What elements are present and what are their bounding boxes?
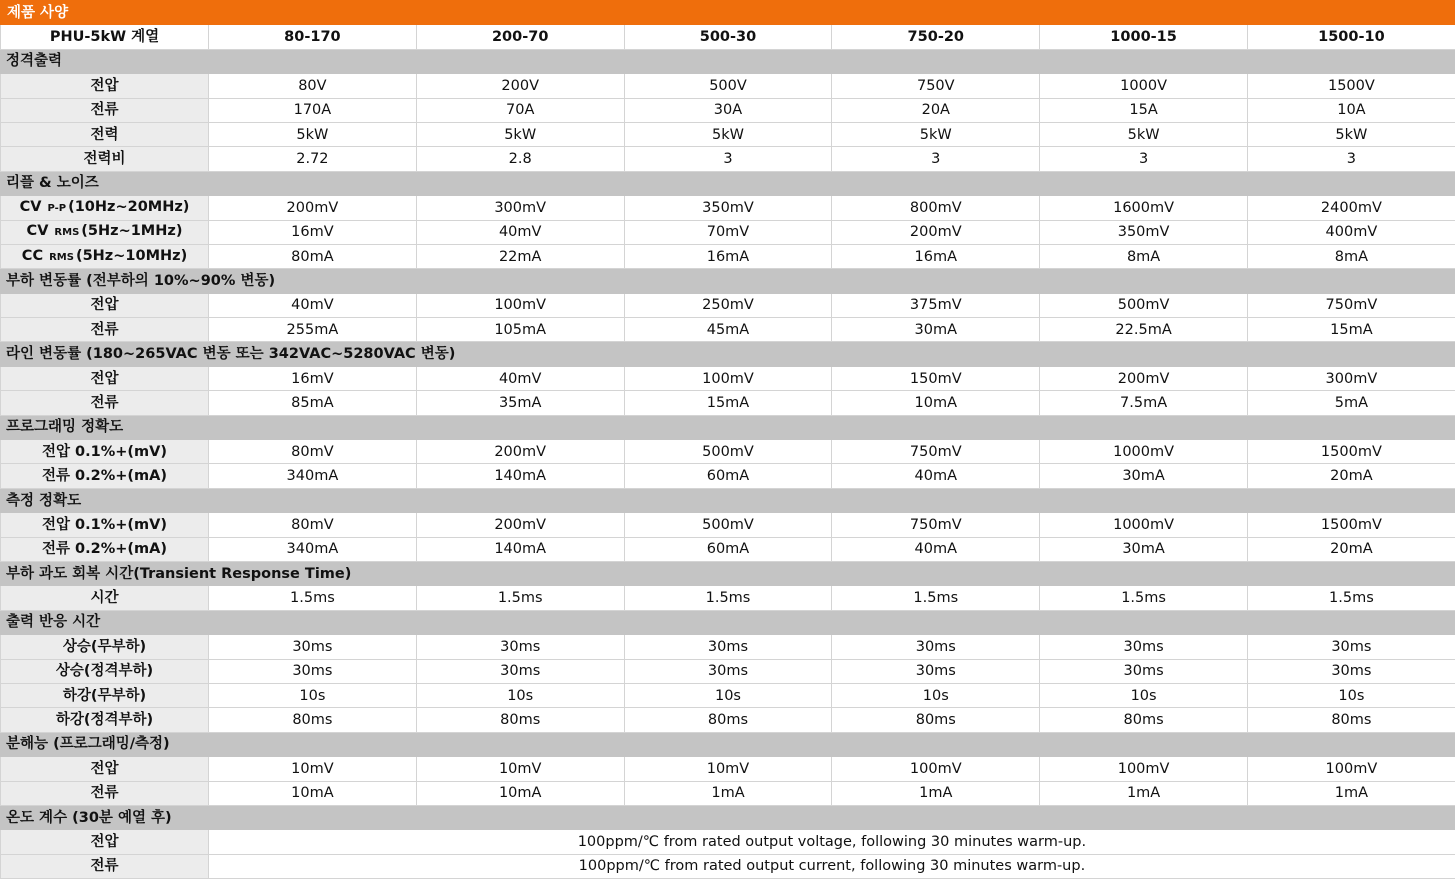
value-cell: 60mA xyxy=(624,537,832,561)
value-cell: 30ms xyxy=(416,635,624,659)
section-title: 프로그래밍 정확도 xyxy=(1,415,1455,439)
header-row xyxy=(1,25,1455,49)
value-cell: 40mA xyxy=(832,537,1040,561)
value-cell: 1.5ms xyxy=(1247,586,1455,610)
section-title: 측정 정확도 xyxy=(1,488,1455,512)
value-cell: 80V xyxy=(209,74,417,98)
row-label: 전압 0.1%+(mV) xyxy=(1,440,209,464)
value-cell: 200V xyxy=(416,74,624,98)
row-label: 상승(무부하) xyxy=(1,635,209,659)
row-label: 전류 xyxy=(1,98,209,122)
row-label: 전류 xyxy=(1,391,209,415)
section-title: 부하 변동률 (전부하의 10%~90% 변동) xyxy=(1,269,1455,293)
value-cell: 750V xyxy=(832,74,1040,98)
table-row xyxy=(1,513,1455,537)
value-cell: 10mV xyxy=(209,757,417,781)
row-label: 상승(정격부하) xyxy=(1,659,209,683)
value-cell: 1mA xyxy=(832,781,1040,805)
model-header: 750-20 xyxy=(832,25,1040,49)
table-row xyxy=(1,366,1455,390)
value-cell: 5kW xyxy=(416,122,624,146)
section-header-row xyxy=(1,342,1455,366)
value-cell: 10mA xyxy=(416,781,624,805)
value-cell: 16mV xyxy=(209,366,417,390)
value-cell: 1mA xyxy=(624,781,832,805)
row-label-subscript: RMS xyxy=(49,251,74,263)
value-cell: 40mA xyxy=(832,464,1040,488)
table-row xyxy=(1,98,1455,122)
value-cell: 15mA xyxy=(1247,318,1455,342)
value-cell: 80ms xyxy=(209,708,417,732)
value-cell: 1mA xyxy=(1247,781,1455,805)
section-header-row xyxy=(1,415,1455,439)
value-cell: 10s xyxy=(624,683,832,707)
value-cell: 15mA xyxy=(624,391,832,415)
table-row xyxy=(1,659,1455,683)
row-label xyxy=(1,220,209,244)
value-cell: 3 xyxy=(624,147,832,171)
value-cell: 30ms xyxy=(624,635,832,659)
row-label-subscript: P-P xyxy=(47,202,67,214)
section-header-row xyxy=(1,805,1455,829)
row-label: 전류 xyxy=(1,854,209,878)
table-row xyxy=(1,781,1455,805)
value-cell: 200mV xyxy=(209,196,417,220)
value-cell: 22mA xyxy=(416,244,624,268)
value-cell: 2.8 xyxy=(416,147,624,171)
spanning-value-cell: 100ppm/℃ from rated output voltage, following 30 minutes warm-up. xyxy=(209,830,1455,854)
value-cell: 1.5ms xyxy=(209,586,417,610)
value-cell: 170A xyxy=(209,98,417,122)
value-cell: 10mV xyxy=(624,757,832,781)
value-cell: 60mA xyxy=(624,464,832,488)
value-cell: 5kW xyxy=(1247,122,1455,146)
section-header-row xyxy=(1,561,1455,585)
table-row xyxy=(1,122,1455,146)
row-label: 전압 xyxy=(1,830,209,854)
value-cell: 16mV xyxy=(209,220,417,244)
value-cell: 5kW xyxy=(1040,122,1248,146)
value-cell: 80ms xyxy=(1040,708,1248,732)
table-row xyxy=(1,196,1455,220)
value-cell: 10A xyxy=(1247,98,1455,122)
value-cell: 30ms xyxy=(209,635,417,659)
spanning-value-cell: 100ppm/℃ from rated output current, following 30 minutes warm-up. xyxy=(209,854,1455,878)
table-row xyxy=(1,220,1455,244)
section-header-row xyxy=(1,610,1455,634)
row-label: 전압 xyxy=(1,366,209,390)
value-cell: 10s xyxy=(416,683,624,707)
value-cell: 105mA xyxy=(416,318,624,342)
row-label: 하강(무부하) xyxy=(1,683,209,707)
value-cell: 500mV xyxy=(624,513,832,537)
value-cell: 1500V xyxy=(1247,74,1455,98)
row-label: 전압 xyxy=(1,757,209,781)
model-header: 1000-15 xyxy=(1040,25,1248,49)
value-cell: 200mV xyxy=(1040,366,1248,390)
value-cell: 30mA xyxy=(832,318,1040,342)
row-label: 전압 0.1%+(mV) xyxy=(1,513,209,537)
value-cell: 30mA xyxy=(1040,537,1248,561)
value-cell: 16mA xyxy=(832,244,1040,268)
table-row xyxy=(1,830,1455,854)
value-cell: 140mA xyxy=(416,464,624,488)
value-cell: 16mA xyxy=(624,244,832,268)
series-label: PHU-5kW 계열 xyxy=(1,25,209,49)
section-title: 분해능 (프로그래밍/측정) xyxy=(1,732,1455,756)
table-row xyxy=(1,74,1455,98)
title-row xyxy=(1,1,1455,25)
row-label-range: (5Hz~1MHz) xyxy=(81,223,183,240)
value-cell: 3 xyxy=(832,147,1040,171)
value-cell: 1.5ms xyxy=(416,586,624,610)
value-cell: 1500mV xyxy=(1247,513,1455,537)
row-label: 전류 xyxy=(1,781,209,805)
row-label: 전류 0.2%+(mA) xyxy=(1,464,209,488)
value-cell: 3 xyxy=(1247,147,1455,171)
value-cell: 400mV xyxy=(1247,220,1455,244)
value-cell: 100mV xyxy=(832,757,1040,781)
value-cell: 8mA xyxy=(1040,244,1248,268)
value-cell: 30ms xyxy=(1247,635,1455,659)
value-cell: 1000mV xyxy=(1040,440,1248,464)
value-cell: 7.5mA xyxy=(1040,391,1248,415)
row-label-main: CV xyxy=(19,198,42,215)
section-header-row xyxy=(1,171,1455,195)
value-cell: 340mA xyxy=(209,464,417,488)
value-cell: 35mA xyxy=(416,391,624,415)
row-label: 전류 xyxy=(1,318,209,342)
row-label xyxy=(1,244,209,268)
table-row xyxy=(1,683,1455,707)
value-cell: 10mA xyxy=(832,391,1040,415)
value-cell: 5kW xyxy=(209,122,417,146)
table-row xyxy=(1,440,1455,464)
row-label-range: (10Hz~20MHz) xyxy=(68,198,190,215)
value-cell: 1600mV xyxy=(1040,196,1248,220)
value-cell: 500mV xyxy=(624,440,832,464)
value-cell: 10s xyxy=(209,683,417,707)
value-cell: 340mA xyxy=(209,537,417,561)
value-cell: 85mA xyxy=(209,391,417,415)
value-cell: 80ms xyxy=(832,708,1040,732)
value-cell: 40mV xyxy=(416,220,624,244)
value-cell: 2400mV xyxy=(1247,196,1455,220)
value-cell: 30ms xyxy=(416,659,624,683)
model-header: 200-70 xyxy=(416,25,624,49)
value-cell: 30ms xyxy=(1247,659,1455,683)
value-cell: 80mA xyxy=(209,244,417,268)
value-cell: 45mA xyxy=(624,318,832,342)
value-cell: 5kW xyxy=(624,122,832,146)
table-row xyxy=(1,537,1455,561)
row-label-main: CC xyxy=(21,247,44,264)
value-cell: 10s xyxy=(1247,683,1455,707)
table-row xyxy=(1,391,1455,415)
value-cell: 30ms xyxy=(209,659,417,683)
row-label: 전력 xyxy=(1,122,209,146)
section-title: 부하 과도 회복 시간(Transient Response Time) xyxy=(1,561,1455,585)
value-cell: 30ms xyxy=(624,659,832,683)
value-cell: 200mV xyxy=(416,513,624,537)
value-cell: 10s xyxy=(1040,683,1248,707)
row-label: 전압 xyxy=(1,293,209,317)
value-cell: 800mV xyxy=(832,196,1040,220)
value-cell: 15A xyxy=(1040,98,1248,122)
value-cell: 1mA xyxy=(1040,781,1248,805)
value-cell: 750mV xyxy=(832,513,1040,537)
table-row xyxy=(1,635,1455,659)
value-cell: 1.5ms xyxy=(1040,586,1248,610)
table-row xyxy=(1,318,1455,342)
row-label xyxy=(1,196,209,220)
row-label: 하강(정격부하) xyxy=(1,708,209,732)
value-cell: 100mV xyxy=(416,293,624,317)
value-cell: 200mV xyxy=(416,440,624,464)
row-label: 전력비 xyxy=(1,147,209,171)
value-cell: 100mV xyxy=(1040,757,1248,781)
row-label: 전압 xyxy=(1,74,209,98)
value-cell: 100mV xyxy=(624,366,832,390)
value-cell: 30A xyxy=(624,98,832,122)
value-cell: 30ms xyxy=(1040,635,1248,659)
row-label-range: (5Hz~10MHz) xyxy=(75,247,188,264)
table-row xyxy=(1,147,1455,171)
value-cell: 300mV xyxy=(1247,366,1455,390)
value-cell: 500mV xyxy=(1040,293,1248,317)
value-cell: 22.5mA xyxy=(1040,318,1248,342)
table-row xyxy=(1,854,1455,878)
value-cell: 8mA xyxy=(1247,244,1455,268)
value-cell: 80ms xyxy=(624,708,832,732)
value-cell: 1000mV xyxy=(1040,513,1248,537)
section-header-row xyxy=(1,732,1455,756)
table-row xyxy=(1,244,1455,268)
value-cell: 2.72 xyxy=(209,147,417,171)
table-row xyxy=(1,708,1455,732)
table-title: 제품 사양 xyxy=(1,1,1455,25)
value-cell: 250mV xyxy=(624,293,832,317)
table-row xyxy=(1,464,1455,488)
value-cell: 70mV xyxy=(624,220,832,244)
value-cell: 20A xyxy=(832,98,1040,122)
value-cell: 255mA xyxy=(209,318,417,342)
section-header-row xyxy=(1,269,1455,293)
table-row xyxy=(1,293,1455,317)
value-cell: 40mV xyxy=(416,366,624,390)
table-row xyxy=(1,757,1455,781)
value-cell: 200mV xyxy=(832,220,1040,244)
value-cell: 5mA xyxy=(1247,391,1455,415)
spec-table-body xyxy=(1,1,1455,879)
value-cell: 300mV xyxy=(416,196,624,220)
value-cell: 140mA xyxy=(416,537,624,561)
value-cell: 150mV xyxy=(832,366,1040,390)
value-cell: 375mV xyxy=(832,293,1040,317)
value-cell: 750mV xyxy=(832,440,1040,464)
value-cell: 30ms xyxy=(1040,659,1248,683)
value-cell: 750mV xyxy=(1247,293,1455,317)
value-cell: 20mA xyxy=(1247,537,1455,561)
value-cell: 80mV xyxy=(209,440,417,464)
value-cell: 80ms xyxy=(416,708,624,732)
value-cell: 30ms xyxy=(832,659,1040,683)
value-cell: 40mV xyxy=(209,293,417,317)
section-header-row xyxy=(1,49,1455,73)
value-cell: 30ms xyxy=(832,635,1040,659)
section-header-row xyxy=(1,488,1455,512)
value-cell: 5kW xyxy=(832,122,1040,146)
value-cell: 500V xyxy=(624,74,832,98)
row-label: 전류 0.2%+(mA) xyxy=(1,537,209,561)
section-title: 출력 반응 시간 xyxy=(1,610,1455,634)
value-cell: 10s xyxy=(832,683,1040,707)
value-cell: 350mV xyxy=(624,196,832,220)
section-title: 리플 & 노이즈 xyxy=(1,171,1455,195)
value-cell: 100mV xyxy=(1247,757,1455,781)
model-header: 80-170 xyxy=(209,25,417,49)
model-header: 1500-10 xyxy=(1247,25,1455,49)
section-title: 라인 변동률 (180~265VAC 변동 또는 342VAC~5280VAC 변동) xyxy=(1,342,1455,366)
row-label-main: CV xyxy=(26,223,49,240)
value-cell: 80mV xyxy=(209,513,417,537)
table-row xyxy=(1,586,1455,610)
row-label-subscript: RMS xyxy=(54,227,80,239)
value-cell: 3 xyxy=(1040,147,1248,171)
value-cell: 20mA xyxy=(1247,464,1455,488)
section-title: 온도 계수 (30분 예열 후) xyxy=(1,805,1455,829)
value-cell: 1.5ms xyxy=(624,586,832,610)
value-cell: 1.5ms xyxy=(832,586,1040,610)
value-cell: 1500mV xyxy=(1247,440,1455,464)
model-header: 500-30 xyxy=(624,25,832,49)
section-title: 정격출력 xyxy=(1,49,1455,73)
value-cell: 70A xyxy=(416,98,624,122)
value-cell: 350mV xyxy=(1040,220,1248,244)
value-cell: 1000V xyxy=(1040,74,1248,98)
value-cell: 10mV xyxy=(416,757,624,781)
value-cell: 80ms xyxy=(1247,708,1455,732)
row-label: 시간 xyxy=(1,586,209,610)
value-cell: 10mA xyxy=(209,781,417,805)
value-cell: 30mA xyxy=(1040,464,1248,488)
